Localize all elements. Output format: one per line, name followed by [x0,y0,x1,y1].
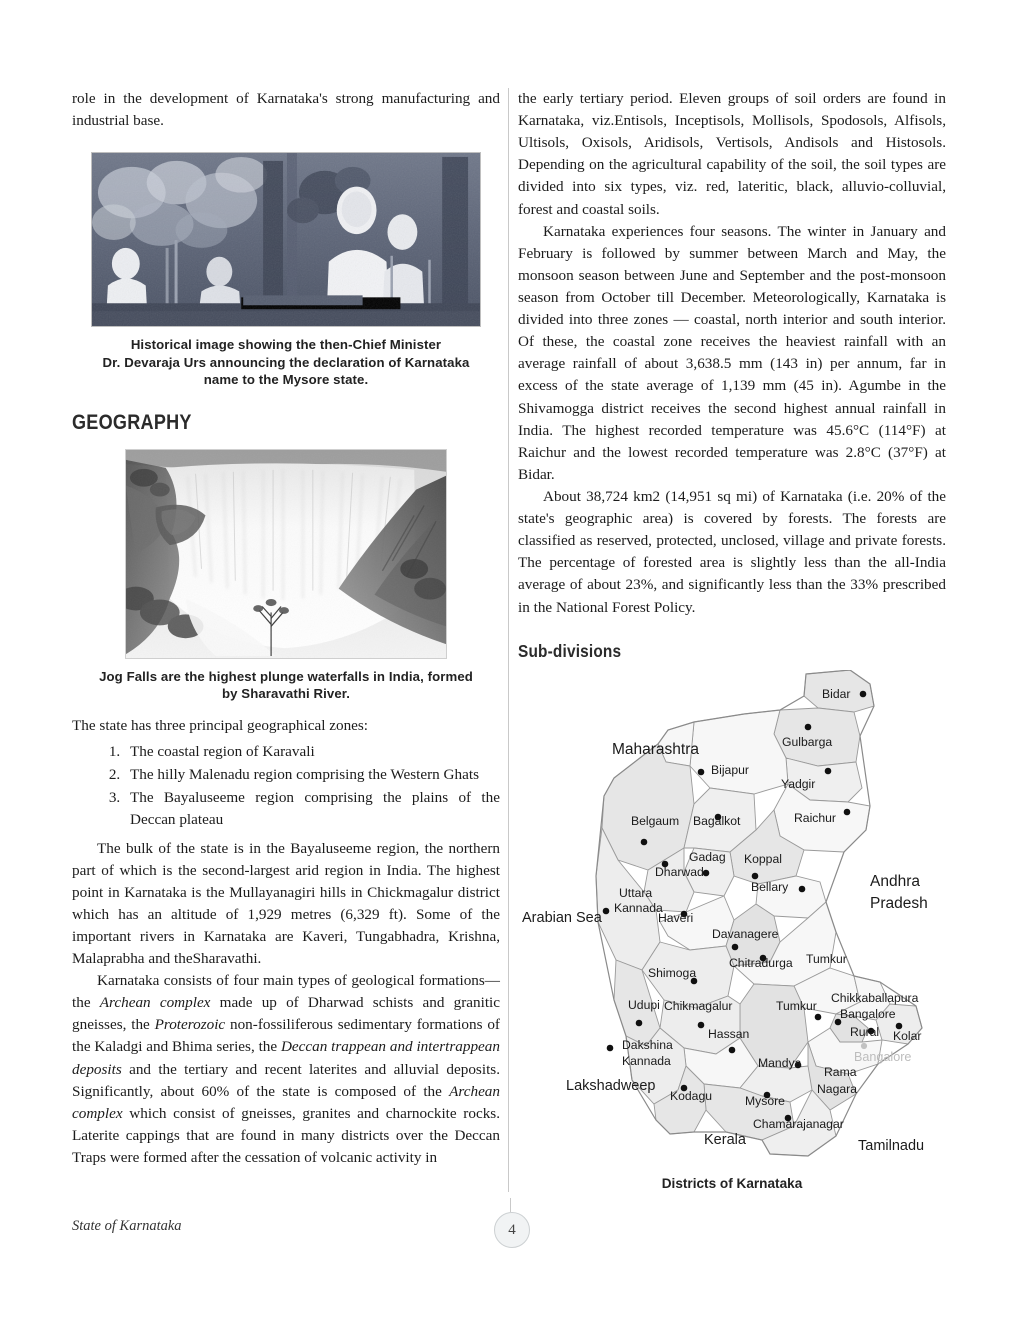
map-label-koppal: Koppal [744,851,782,866]
map-label-tumkur: Tumkur [806,951,847,966]
subdivisions-heading: Sub-divisions [518,640,622,661]
map-ghost-dot [861,1043,867,1049]
map-dot-raichur [844,808,851,815]
forest-paragraph: About 38,724 km2 (14,951 sq mi) of Karnataka (i.e. 20% of the state's geographic area) is covered by forests. The forests are classified as reserved, protected, unclosed, village and private forests. The percentage of forested area is slightly less than the all-India average of about 23%, and significantly less than the 33% prescribed in the National Forest Policy. [518,487,946,616]
map-label-dharwad: Dharwad [655,864,704,879]
historical-photo-declaration [91,152,481,327]
map-label-kolar: Kolar [893,1028,922,1043]
map-label-davanagere: Davanagere [712,926,779,941]
geology-italic-1: Archean complex [99,994,211,1012]
map-dot-bidar [860,690,867,697]
map-dot-kannada [603,907,610,914]
map-label-shimoga: Shimoga [648,965,697,980]
map-dot-udupi [636,1019,643,1026]
geology-part-2: made up of Dharwad schists and granitic gneisses, the [72,994,500,1034]
list-item: 1. The coastal region of Karavali [124,741,500,763]
map-label-bellary: Bellary [751,879,789,894]
map-label-bangalore: Bangalore [840,1006,896,1021]
geology-italic-4: Archean complex [72,1082,500,1122]
map-label-kerala: Kerala [704,1131,746,1148]
geology-part-5: which consist of gneisses, granites and charnockite rocks. Laterite cappings that are found in many districts over the Deccan Traps were formed after the cessation of volcanic activity in [72,1104,500,1167]
geology-part-3: non-fossiliferous sedimentary formations of the Kaladgi and Bhima series, the [72,1016,500,1056]
geology-part-4: and the tertiary and recent laterites and alluvial deposits. Significantly, about 60% of the state is composed of the [72,1060,500,1100]
geology-paragraph [72,970,500,1169]
soil-paragraph: the early tertiary period. Eleven groups of soil orders are found in Karnataka, viz.Entisols, Inceptisols, Mollisols, Spodosols, Alfisols, Ultisols, Oxisols, Aridisols, Vertisols, Andisols and Histosols. Depending on the agricultural capability of the soil, the soil types are divided into six types, viz. red, lateritic, black, alluvio-colluvial, forest and coastal soils. [518,90,946,218]
map-label-haveri: Haveri [658,910,694,925]
map-ghost-label-bangalore: Bangalore [854,1049,912,1064]
geography-heading: GEOGRAPHY [72,410,192,434]
map-dot-bellary [799,885,806,892]
geographical-zones-list [72,741,500,831]
map-label-bijapur: Bijapur [711,762,749,777]
map-label-dakshina: Dakshina [622,1037,673,1052]
page-number-stem [510,1198,511,1212]
map-dot-dakshina [607,1044,614,1051]
map-dot-yadgir [825,767,832,774]
map-dot-davanagere [732,943,739,950]
map-label-rural: Rural [850,1024,880,1039]
map-label-rama: Rama [824,1064,857,1079]
map-dot-chikmagalur [698,1021,705,1028]
map-label-hassan: Hassan [708,1026,750,1041]
map-label-bagalkot: Bagalkot [693,813,741,828]
map-dot-gulbarga [805,723,812,730]
zones-intro: The state has three principal geographical zones: [72,716,369,734]
geology-part-1: Karnataka consists of four main types of geological formations— the [72,972,500,1012]
map-label-gulbarga: Gulbarga [782,734,833,749]
seasons-paragraph: Karnataka experiences four seasons. The winter in January and February is followed by summer between March and May, the monsoon season between June and September and the post-monsoon season from October till December. Meteorologically, Karnataka is divided into three zones — coastal, north interior and south interior. Of these, the coastal zone receives the heaviest rainfall with an average rainfall of about 3,638.5 mm (143 in) per annum, far in excess of the state average of 1,139 mm (45 in). Agumbe in the Shivamogga district receives the second highest annual rainfall in India. The highest recorded temperature was 45.6°C (114°F) at Raichur and the lowest recorded temperature was 2.8°C (37°F) at Bidar. [518,222,946,483]
map-dot-koppal [752,872,759,879]
column-divider [508,88,509,1192]
intro-paragraph: role in the development of Karnataka's strong manufacturing and industrial base. [72,90,500,130]
historical-photo-figure [72,152,500,389]
map-label-belgaum: Belgaum [631,813,680,828]
map-label-arabian-sea: Arabian Sea [522,909,602,926]
list-item: 2. The hilly Malenadu region comprising the Western Ghats [124,764,500,786]
map-label-chamarajanagar: Chamarajanagar [753,1116,844,1131]
map-label-kannada: Kannada [622,1053,671,1068]
list-item: 3. The Bayaluseeme region comprising the plains of the Deccan plateau [124,787,500,831]
map-label-uttara: Uttara [619,885,653,900]
jog-falls-figure [72,449,500,703]
jog-falls-caption [72,668,500,703]
page-number: 4 [494,1212,530,1248]
caption-line-2: Dr. Devaraja Urs announcing the declaration of Karnataka [102,354,470,370]
right-column [518,88,946,1191]
map-label-mandya: Mandya [758,1055,802,1070]
jog-falls-photo [125,449,447,659]
karnataka-districts-map [518,670,946,1191]
map-dot-bijapur [698,768,705,775]
map-label-chikkaballapura: Chikkaballapura [831,990,919,1005]
map-label-kannada: Kannada [614,900,663,915]
map-label-nagara: Nagara [817,1081,857,1096]
caption-line-3: name to the Mysore state. [203,372,369,388]
map-dot-tumkur [815,1013,822,1020]
map-dot-hassan [729,1046,736,1053]
map-label-chikmagalur: Chikmagalur [664,998,733,1013]
falls-caption-line-1: Jog Falls are the highest plunge waterfalls in India, formed [99,668,473,684]
map-label-udupi: Udupi [628,997,660,1012]
bulk-paragraph: The bulk of the state is in the Bayaluseeme region, the northern part of which is the second-largest arid region in India. The highest point in Karnataka is the Mullayanagiri hills in Chickmagalur district which has an altitude of 1,929 metres (6,329 ft). Some of the important rivers in Karnataka are Kaveri, Tungabhadra, Krishna, Malaprabha and theSharavathi. [72,839,500,968]
map-label-bidar: Bidar [822,686,851,701]
map-dot-belgaum [641,838,648,845]
footer-document-title: State of Karnataka [72,1218,182,1234]
map-label-mysore: Mysore [745,1093,785,1108]
left-column [72,88,500,1169]
map-label-pradesh: Pradesh [870,894,928,912]
map-label-lakshadweep: Lakshadweep [566,1077,656,1094]
map-label-yadgir: Yadgir [781,776,816,791]
map-label-gadag: Gadag [689,849,726,864]
map-label-maharashtra: Maharashtra [612,740,700,758]
historical-photo-caption [72,336,500,389]
map-label-tumkur: Tumkur [776,998,817,1013]
map-label-tamilnadu: Tamilnadu [858,1137,925,1154]
map-label-andhra: Andhra [870,872,920,890]
map-label-chitradurga: Chitradurga [729,955,793,970]
map-svg [518,670,946,1170]
falls-caption-line-2: by Sharavathi River. [221,686,351,702]
map-label-kodagu: Kodagu [670,1088,713,1103]
geology-italic-3: Deccan trappean and intertrappean deposits [72,1038,500,1078]
map-caption: Districts of Karnataka [661,1175,803,1191]
map-label-raichur: Raichur [794,810,836,825]
geology-italic-2: Proterozoic [154,1016,226,1034]
caption-line-1: Historical image showing the then-Chief Minister [130,337,442,353]
